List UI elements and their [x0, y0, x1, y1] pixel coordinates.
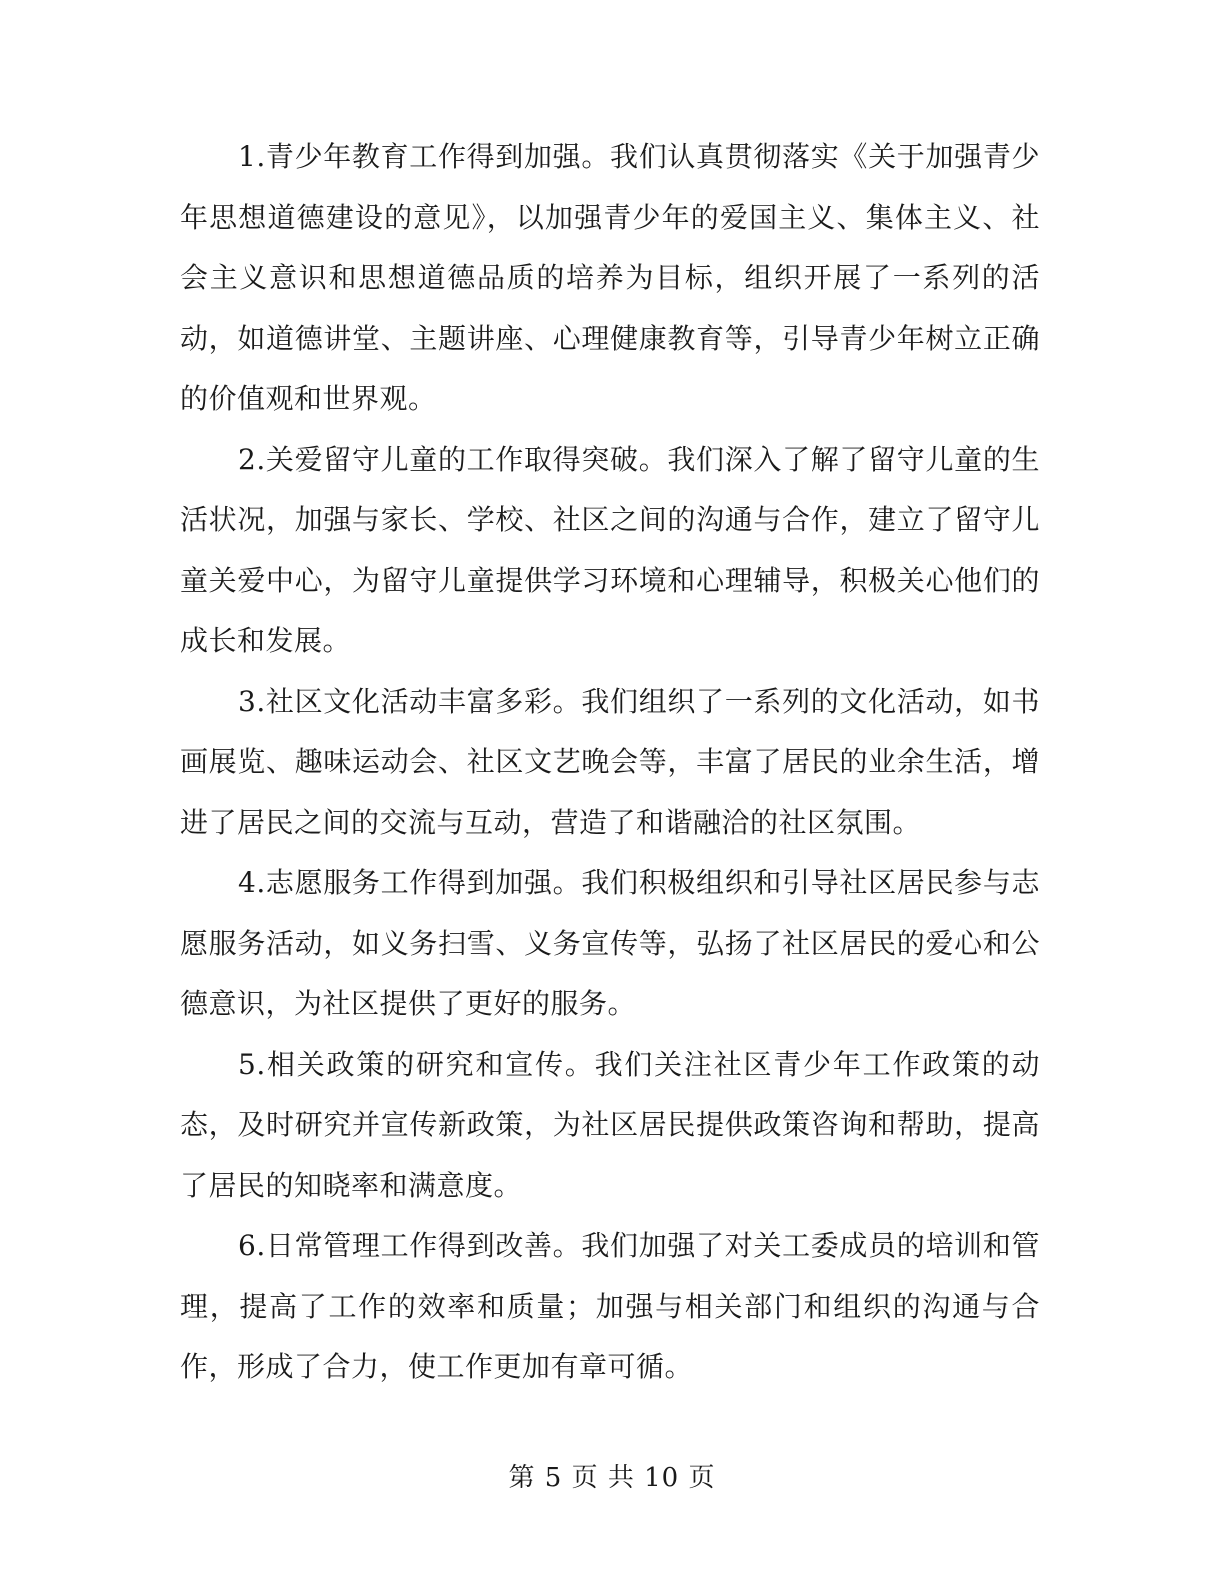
paragraph-youth-education: 1.青少年教育工作得到加强。我们认真贯彻落实《关于加强青少年思想道德建设的意见》，以加强青少年的爱国主义、集体主义、社会主义意识和思想道德品质的培养为目标，组织开展了一系列的活动，如道德讲堂、主题讲座、心理健康教育等，引导青少年树立正确的价值观和世界观。: [180, 140, 1040, 415]
current-page-number: 5: [544, 1463, 563, 1493]
paragraph-community-culture: 3.社区文化活动丰富多彩。我们组织了一系列的文化活动，如书画展览、趣味运动会、社区文艺晚会等，丰富了居民的业余生活，增进了居民之间的交流与互动，营造了和谐融洽的社区氛围。: [180, 684, 1040, 839]
document-body: [180, 127, 1040, 1398]
paragraph-daily-management: 6.日常管理工作得到改善。我们加强了对关工委成员的培训和管理，提高了工作的效率和质量；加强与相关部门和组织的沟通与合作，形成了合力，使工作更加有章可循。: [180, 1229, 1040, 1383]
footer-page-unit-end: 页: [688, 1463, 716, 1493]
footer-prefix: 第: [508, 1463, 536, 1493]
total-page-count: 10: [644, 1463, 680, 1493]
paragraph-volunteer-service: 4.志愿服务工作得到加强。我们积极组织和引导社区居民参与志愿服务活动，如义务扫雪、义务宣传等，弘扬了社区居民的爱心和公德意识，为社区提供了更好的服务。: [180, 866, 1040, 1020]
footer-total-label: 共: [607, 1463, 635, 1493]
paragraph-left-behind-children: 2.关爱留守儿童的工作取得突破。我们深入了解了留守儿童的生活状况，加强与家长、学校、社区之间的沟通与合作，建立了留守儿童关爱中心，为留守儿童提供学习环境和心理辅导，积极关心他们的成长和发展。: [180, 442, 1040, 657]
paragraph-policy-research: 5.相关政策的研究和宣传。我们关注社区青少年工作政策的动态，及时研究并宣传新政策，为社区居民提供政策咨询和帮助，提高了居民的知晓率和满意度。: [180, 1047, 1040, 1202]
footer-page-unit: 页: [571, 1463, 599, 1493]
page-footer: [0, 1458, 1224, 1498]
